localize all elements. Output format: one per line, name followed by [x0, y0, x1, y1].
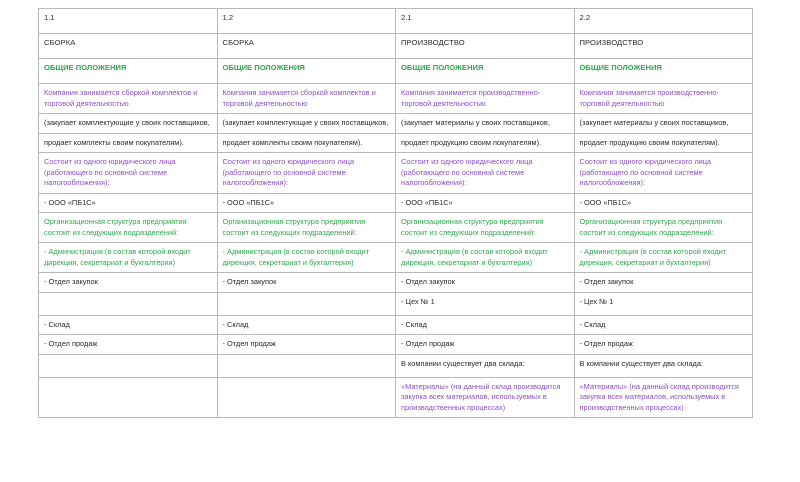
cell-text: В компании существует два склада:: [401, 358, 525, 368]
table-cell: [396, 133, 575, 153]
table-cell: [39, 84, 218, 114]
column-code: 2.1: [401, 13, 412, 22]
table-cell: [574, 114, 753, 134]
table-cell: [396, 377, 575, 418]
cell-text: - Склад: [44, 319, 70, 329]
table-cell: [574, 193, 753, 213]
cell-text: - Отдел закупок: [44, 277, 98, 287]
cell-text: Состоит из одного юридического лица (работающего по основной системе налогообложения):: [579, 157, 712, 188]
cell-text: В компании существует два склада:: [579, 358, 703, 368]
cell-text: Компания занимается сборкой комплектов и торговой деятельностью: [222, 88, 376, 108]
cell-text: (закупает материалы у своих поставщиков,: [401, 118, 550, 128]
cell-text: Компания занимается производственно-торговой деятельностью: [401, 88, 541, 108]
cell-text: - Администрация (в состав которой входит дирекция, секретариат и бухгалтерия): [579, 247, 727, 267]
table-cell: [217, 213, 396, 243]
cell-text: - Склад: [401, 319, 427, 329]
table-cell: [396, 335, 575, 355]
table-body: [39, 9, 753, 418]
column-name-cell: [396, 34, 575, 59]
cell-text: Состоит из одного юридического лица (работающего по основной системе налогообложения):: [222, 157, 355, 188]
cell-text: «Материалы» (на данный склад производится закупка всех материалов, используемых в производственных процессах): [579, 381, 739, 412]
cell-text: (закупает комплектующие у своих поставщиков,: [222, 118, 389, 128]
table-cell: [39, 377, 218, 418]
section-header-cell: [217, 59, 396, 84]
table-cell: [396, 273, 575, 293]
table-cell: [396, 243, 575, 273]
table-cell: [217, 84, 396, 114]
column-name-cell: [574, 34, 753, 59]
cell-text: - Администрация (в состав которой входит дирекция, секретариат и бухгалтерия): [401, 247, 548, 267]
table-row: [39, 114, 753, 134]
cell-text: Компания занимается сборкой комплектов и торговой деятельностью: [44, 88, 198, 108]
column-code-cell: [39, 9, 218, 34]
table-cell: [574, 292, 753, 315]
cell-text: - Цех № 1: [579, 296, 614, 306]
table-cell: [217, 292, 396, 315]
cell-text: - Отдел закупок: [579, 277, 634, 287]
cell-text: - Отдел продаж: [579, 339, 633, 349]
table-cell: [217, 377, 396, 418]
table-cell: [217, 335, 396, 355]
cell-text: продает продукцию своим покупателям).: [401, 137, 542, 147]
table-cell: [217, 133, 396, 153]
section-header: ОБЩИЕ ПОЛОЖЕНИЯ: [401, 63, 484, 72]
table-cell: [574, 315, 753, 335]
table-cell: [396, 153, 575, 194]
table-cell: [396, 354, 575, 377]
table-row: [39, 354, 753, 377]
cell-text: Состоит из одного юридического лица (работающего по основной системе налогообложения):: [401, 157, 533, 188]
column-code-cell: [574, 9, 753, 34]
table-row: [39, 213, 753, 243]
table-cell: [217, 114, 396, 134]
cell-text: - Администрация (в состав которой входит дирекция, секретариат и бухгалтерия): [222, 247, 370, 267]
table-row: [39, 153, 753, 194]
table-row: [39, 292, 753, 315]
table-row: [39, 193, 753, 213]
table-row: [39, 133, 753, 153]
column-name: СБОРКА: [44, 38, 76, 47]
column-code-cell: [217, 9, 396, 34]
table-cell: [396, 84, 575, 114]
column-name: ПРОИЗВОДСТВО: [401, 38, 465, 47]
table-cell: [217, 193, 396, 213]
cell-text: - Склад: [579, 319, 606, 329]
table-row: [39, 377, 753, 418]
table-row: [39, 84, 753, 114]
table-row-section-header: [39, 59, 753, 84]
table-cell: [396, 193, 575, 213]
table-cell: [217, 315, 396, 335]
cell-text: «Материалы» (на данный склад производится закупка всех материалов, используемых в производственных процессах): [401, 381, 561, 412]
table-cell: [396, 114, 575, 134]
table-row: [39, 273, 753, 293]
cell-text: - ООО «ПБ1С»: [401, 197, 453, 207]
column-name: ПРОИЗВОДСТВО: [579, 38, 644, 47]
table-row-codes: [39, 9, 753, 34]
section-header-cell: [574, 59, 753, 84]
table-cell: [574, 133, 753, 153]
section-header-cell: [39, 59, 218, 84]
cell-text: - Склад: [222, 319, 249, 329]
table-row-column-names: [39, 34, 753, 59]
table-row: [39, 335, 753, 355]
cell-text: Организационная структура предприятия состоит из следующих подразделений:: [222, 217, 366, 237]
column-name-cell: [39, 34, 218, 59]
table-cell: [574, 273, 753, 293]
table-cell: [39, 315, 218, 335]
table-row: [39, 315, 753, 335]
cell-text: - Отдел закупок: [222, 277, 277, 287]
table-cell: [574, 213, 753, 243]
cell-text: - ООО «ПБ1С»: [44, 197, 96, 207]
table-cell: [574, 84, 753, 114]
section-header: ОБЩИЕ ПОЛОЖЕНИЯ: [44, 63, 127, 72]
table-cell: [39, 213, 218, 243]
cell-text: продает комплекты своим покупателям).: [222, 137, 363, 147]
cell-text: (закупает материалы у своих поставщиков,: [579, 118, 729, 128]
table-cell: [396, 315, 575, 335]
table-row: [39, 243, 753, 273]
table-cell: [396, 213, 575, 243]
cell-text: - Отдел продаж: [222, 339, 276, 349]
table-cell: [574, 335, 753, 355]
table-cell: [39, 273, 218, 293]
cell-text: Организационная структура предприятия состоит из следующих подразделений:: [44, 217, 187, 237]
table-cell: [39, 114, 218, 134]
column-code: 2.2: [579, 13, 591, 22]
table-cell: [217, 243, 396, 273]
table-cell: [217, 153, 396, 194]
table-cell: [39, 133, 218, 153]
column-name-cell: [217, 34, 396, 59]
cell-text: Компания занимается производственно-торговой деятельностью: [579, 88, 719, 108]
cell-text: продает комплекты своим покупателям).: [44, 137, 184, 147]
table-cell: [574, 243, 753, 273]
section-header-cell: [396, 59, 575, 84]
table-cell: [39, 243, 218, 273]
cell-text: (закупает комплектующие у своих поставщиков,: [44, 118, 210, 128]
table-cell: [396, 292, 575, 315]
table-cell: [39, 354, 218, 377]
column-code: 1.2: [222, 13, 234, 22]
cell-text: продает продукцию своим покупателям).: [579, 137, 720, 147]
cell-text: - Цех № 1: [401, 296, 435, 306]
column-code: 1.1: [44, 13, 55, 22]
section-header: ОБЩИЕ ПОЛОЖЕНИЯ: [579, 63, 662, 72]
cell-text: - Отдел закупок: [401, 277, 455, 287]
table-cell: [217, 354, 396, 377]
section-header: ОБЩИЕ ПОЛОЖЕНИЯ: [222, 63, 305, 72]
cell-text: Организационная структура предприятия состоит из следующих подразделений:: [401, 217, 544, 237]
cell-text: Состоит из одного юридического лица (работающего по основной системе налогообложения):: [44, 157, 176, 188]
cell-text: - Администрация (в состав которой входит дирекция, секретариат и бухгалтерия): [44, 247, 191, 267]
table-cell: [39, 292, 218, 315]
table-cell: [574, 153, 753, 194]
cell-text: - Отдел продаж: [401, 339, 455, 349]
column-name: СБОРКА: [222, 38, 254, 47]
cell-text: - ООО «ПБ1С»: [222, 197, 275, 207]
table-cell: [574, 354, 753, 377]
comparison-table: [38, 8, 753, 418]
table-cell: [217, 273, 396, 293]
column-code-cell: [396, 9, 575, 34]
table-cell: [39, 193, 218, 213]
table-cell: [39, 153, 218, 194]
table-cell: [574, 377, 753, 418]
table-cell: [39, 335, 218, 355]
cell-text: - ООО «ПБ1С»: [579, 197, 632, 207]
cell-text: Организационная структура предприятия состоит из следующих подразделений:: [579, 217, 723, 237]
cell-text: - Отдел продаж: [44, 339, 98, 349]
